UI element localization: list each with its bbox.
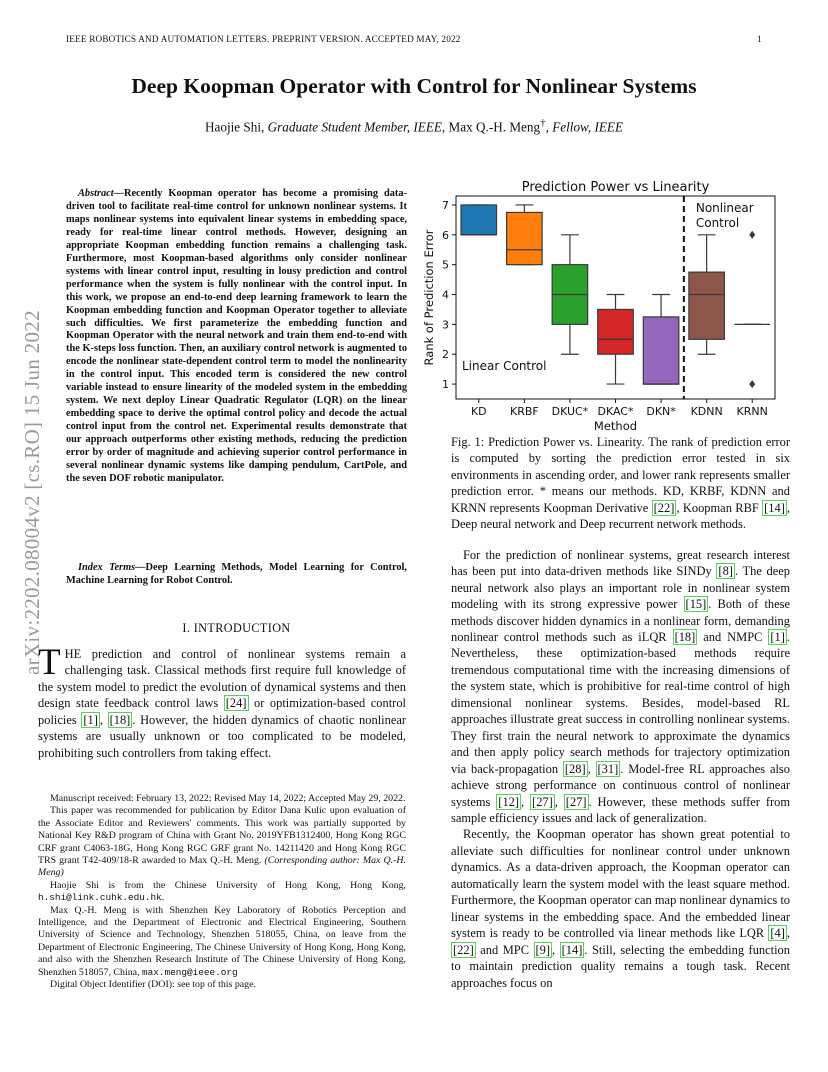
abstract — [66, 188, 407, 486]
abstract-label: Abstract — [78, 188, 114, 199]
citation-link[interactable]: [18] — [674, 629, 696, 644]
citation-link[interactable]: [14] — [561, 942, 583, 957]
introduction-paragraph — [38, 642, 407, 761]
intro-text: . However, the hidden dynamics of chaotic nonlinear systems are usually unknown or too complicated to be modeled, prohibiting such controllers from taking effect. — [38, 712, 407, 760]
y-tick-label: 7 — [442, 198, 449, 212]
outlier-point — [749, 380, 755, 388]
footnote-funding — [38, 805, 406, 879]
footnote-author-2 — [38, 905, 406, 979]
x-tick-label: KRBF — [509, 405, 539, 418]
citation-link[interactable]: [27] — [565, 794, 587, 809]
body-text: , — [786, 926, 790, 941]
box-kdnn — [689, 272, 725, 339]
paragraph-koopman — [451, 826, 790, 991]
body-text: . Nevertheless, these optimization-based methods require tremendous computational time with the increasing dimensions of the system state, which is prohibitive for real-time control of high dimensional nonlinear systems. Besides, model-based RL approaches illustrate great success in controlling nonlinear systems. They first train the neural network to approximate the dynamics and then apply policy search methods for trajectory optimization via back-propagation — [451, 629, 790, 776]
body-text: , — [521, 794, 531, 809]
email-link[interactable]: h.shi@link.cuhk.edu.hk — [38, 892, 162, 904]
section-heading-introduction: I. INTRODUCTION — [182, 621, 291, 635]
y-tick-label: 4 — [442, 288, 449, 302]
x-tick-label: KDNN — [690, 405, 723, 418]
citation-link[interactable]: [15] — [685, 597, 707, 612]
email-link[interactable]: max.meng@ieee.org — [141, 966, 238, 978]
x-tick-label: KD — [470, 405, 487, 418]
box-kd — [461, 205, 497, 235]
body-text: . The deep neural network also plays an important role in nonlinear system modeling with its strong expressive power — [451, 564, 790, 612]
x-tick-label: DKUC* — [551, 405, 589, 418]
annotation-control: Control — [695, 215, 740, 230]
body-text: . Both of these methods discover hidden dynamics in a nonlinear form, demanding nonlinear control methods such as iLQR — [451, 597, 791, 644]
footnote-author-1 — [38, 880, 406, 905]
citation-link[interactable]: [12] — [498, 794, 520, 809]
citation-link[interactable]: [1] — [770, 629, 785, 644]
outlier-point — [749, 231, 755, 239]
index-terms-label: Index Terms — [78, 562, 136, 573]
footnote-manuscript: Manuscript received: February 13, 2022; Revised May 14, 2022; Accepted May 29, 2022. — [50, 793, 406, 804]
author-line: Haojie Shi, Graduate Student Member, IEEE, Max Q.-H. Meng†, Fellow, IEEE — [204, 117, 624, 135]
index-terms — [66, 562, 407, 588]
author-1-role: Graduate Student Member, IEEE, — [267, 119, 446, 135]
y-tick-label: 3 — [442, 318, 449, 332]
citation-link[interactable]: [28] — [564, 761, 586, 776]
author-1: Haojie Shi, — [204, 119, 265, 135]
footnote-text: Max Q.-H. Meng is with Shenzhen Key Laboratory of Robotics Perception and Intelligence, and the Department of Electronic and Electrical Engineering, Southern University of Science and Technology, Shenzhen 518055, China, on leave from the Department of Electronic Engineering, The Chinese University of Hong Kong, Hong Kong, and also with the Shenzhen Research Institute of The Chinese University of Hong Kong, Shenzhen 518057, China, — [38, 904, 406, 978]
body-text: . Still, selecting the embedding function to maintain prediction quality remains a tough task. Recent approaches focus on — [451, 942, 790, 990]
citation-link[interactable]: [1] — [83, 712, 98, 727]
body-text: . Model-free RL approaches also achieve strong performance on continuous control of nonlinear systems — [451, 761, 790, 809]
figure-caption — [451, 434, 790, 533]
citation-link[interactable]: [9] — [535, 942, 551, 957]
y-tick-label: 6 — [442, 228, 449, 242]
footnote-text: Haojie Shi is from the Chinese University of Hong Kong, Hong Kong, — [50, 879, 406, 891]
figure-1-boxplot — [420, 176, 790, 432]
body-text: and NMPC — [697, 629, 769, 644]
paper-title: Deep Koopman Operator with Control for Nonlinear Systems — [131, 74, 697, 98]
author-2: Max Q.-H. Meng — [448, 119, 541, 135]
x-axis-label: Method — [593, 419, 638, 432]
citation-link[interactable]: [22] — [653, 500, 675, 515]
y-axis-label: Rank of Prediction Error — [422, 229, 436, 366]
body-text: and MPC — [475, 942, 534, 957]
y-tick-label: 1 — [442, 378, 449, 392]
annotation-nonlinear: Nonlinear — [695, 200, 754, 215]
author-2-mark: † — [540, 117, 546, 129]
intro-text: or optimization-based control policies — [38, 696, 406, 727]
chart-title: Prediction Power vs Linearity — [521, 180, 710, 195]
box-dkac-ours — [598, 309, 634, 354]
y-tick-label: 5 — [442, 258, 449, 272]
x-tick-label: KRNN — [736, 405, 768, 418]
x-tick-label: DKAC* — [597, 405, 634, 418]
body-text: Recently, the Koopman operator has shown great potential to alleviate such difficulties for nonlinear control under unknown dynamics. As a data-driven approach, the Koopman operator can automatically learn the system model with the least square method. Furthermore, the Koopman operator can map nonlinear dynamics to linear systems in the embedding space. And the embedded linear system is ready to be controlled via linear methods like LQR — [451, 827, 790, 941]
citation-link[interactable]: [14] — [764, 500, 785, 515]
caption-text: , Koopman RBF — [676, 500, 763, 515]
body-text: For the prediction of nonlinear systems, great research interest has been put into data-driven methods like SINDy — [451, 547, 790, 579]
intro-text: , — [99, 712, 108, 727]
small-caps-word: HE — [64, 647, 82, 661]
box-krbf — [507, 212, 543, 264]
caption-text: , Deep neural network and Deep recurrent network methods. — [451, 500, 790, 532]
citation-link[interactable]: [22] — [453, 942, 474, 957]
arxiv-stamp: arXiv:2202.08004v2 [cs.RO] 15 Jun 2022 — [20, 310, 44, 675]
box-dkn-ours — [643, 317, 679, 384]
footnote-corresponding: (Corresponding author: Max Q.-H. Meng) — [38, 855, 407, 879]
running-header: IEEE ROBOTICS AND AUTOMATION LETTERS. PREPRINT VERSION. ACCEPTED MAY, 2022 — [66, 34, 461, 44]
citation-link[interactable]: [8] — [718, 564, 733, 579]
annotation-linear-control: Linear Control — [462, 359, 547, 374]
author-2-role: Fellow, IEEE — [552, 119, 624, 135]
body-text: , — [587, 761, 596, 776]
citation-link[interactable]: [4] — [770, 926, 785, 941]
footnote-doi: Digital Object Identifier (DOI): see top of this page. — [50, 979, 256, 991]
citation-link[interactable]: [31] — [597, 761, 619, 776]
paragraph-nonlinear-prediction — [451, 547, 790, 827]
index-terms-text: —Deep Learning Methods, Model Learning for Control, Machine Learning for Robot Control. — [66, 562, 408, 586]
drop-cap: T — [38, 642, 61, 683]
body-text: , — [552, 942, 560, 957]
citation-link[interactable]: [27] — [532, 794, 553, 809]
caption-text: Fig. 1: Prediction Power vs. Linearity. The rank of prediction error is computed by sorting the prediction error tested in six environments in ascending order, and lower rank represents smaller prediction error. * means our methods. KD, KRBF, KDNN and KRNN represents Koopman Derivative — [451, 435, 790, 515]
page-number: 1 — [757, 34, 762, 44]
intro-text: prediction and control of nonlinear systems remain a challenging task. Classical methods first require full knowledge of the system model to predict the evolution of dynamical systems and then design state feedback control laws — [38, 647, 406, 711]
body-text: . However, these methods suffer from sample efficiency issues and lack of generalization. — [451, 794, 791, 825]
abstract-text: —Recently Koopman operator has become a promising data-driven tool to facilitate real-time control for unknown nonlinear systems. It maps nonlinear systems into equivalent linear systems in embedding space, ready for real-time linear control methods. However, designing an appropriate Koopman embedding function remains a challenging task. Furthermore, most Koopman-based algorithms only consider nonlinear systems with linear control input, resulting in lousy prediction and control performance when the system is fully nonlinear with the control input. In this work, we propose an end-to-end deep learning framework to learn the Koopman embedding function and Koopman Operator together to alleviate such difficulties. We first parameterize the embedding function and Koopman Operator with the neural network and train them end-to-end with the K-steps loss function. Then, an auxiliary control network is augmented to encode the nonlinear state-dependent control term to model the nonlinearity in the control input. This encoded term is considered the new control variable instead to ensure linearity of the modeled system in the embedding system. We next deploy Linear Quadratic Regulator (LQR) on the linear embedding space to derive the optimal control policy and decode the actual control input from the control net. Experimental results demonstrate that our approach outperforms other existing methods, reducing the prediction error by order of magnitude and achieving superior control performance in several nonlinear dynamic systems like damping pendulum, CartPole, and the seven DOF robotic manipulator. — [66, 188, 407, 484]
footnote-text: . — [161, 892, 165, 904]
citation-link[interactable]: [24] — [225, 696, 247, 711]
footnotes — [38, 793, 406, 992]
x-tick-label: DKN* — [646, 405, 676, 418]
footnote-text: This paper was recommended for publication by Editor Dana Kulic upon evaluation of the Associate Editor and Reviewers' comments. This work was partially supported by National Key R&D program of China with Grant No. 2019YFB1312400, Hong Kong RGC CRF grant C4063-18G, Hong Kong RGC GRF grant No. 14211420 and Hong Kong RGC TRS grant T42-409/18-R awarded to Max Q.-H. Meng. — [38, 805, 406, 867]
citation-link[interactable]: [18] — [109, 712, 131, 727]
y-tick-label: 2 — [442, 348, 449, 362]
right-column — [451, 434, 790, 991]
body-text: , — [554, 794, 564, 809]
